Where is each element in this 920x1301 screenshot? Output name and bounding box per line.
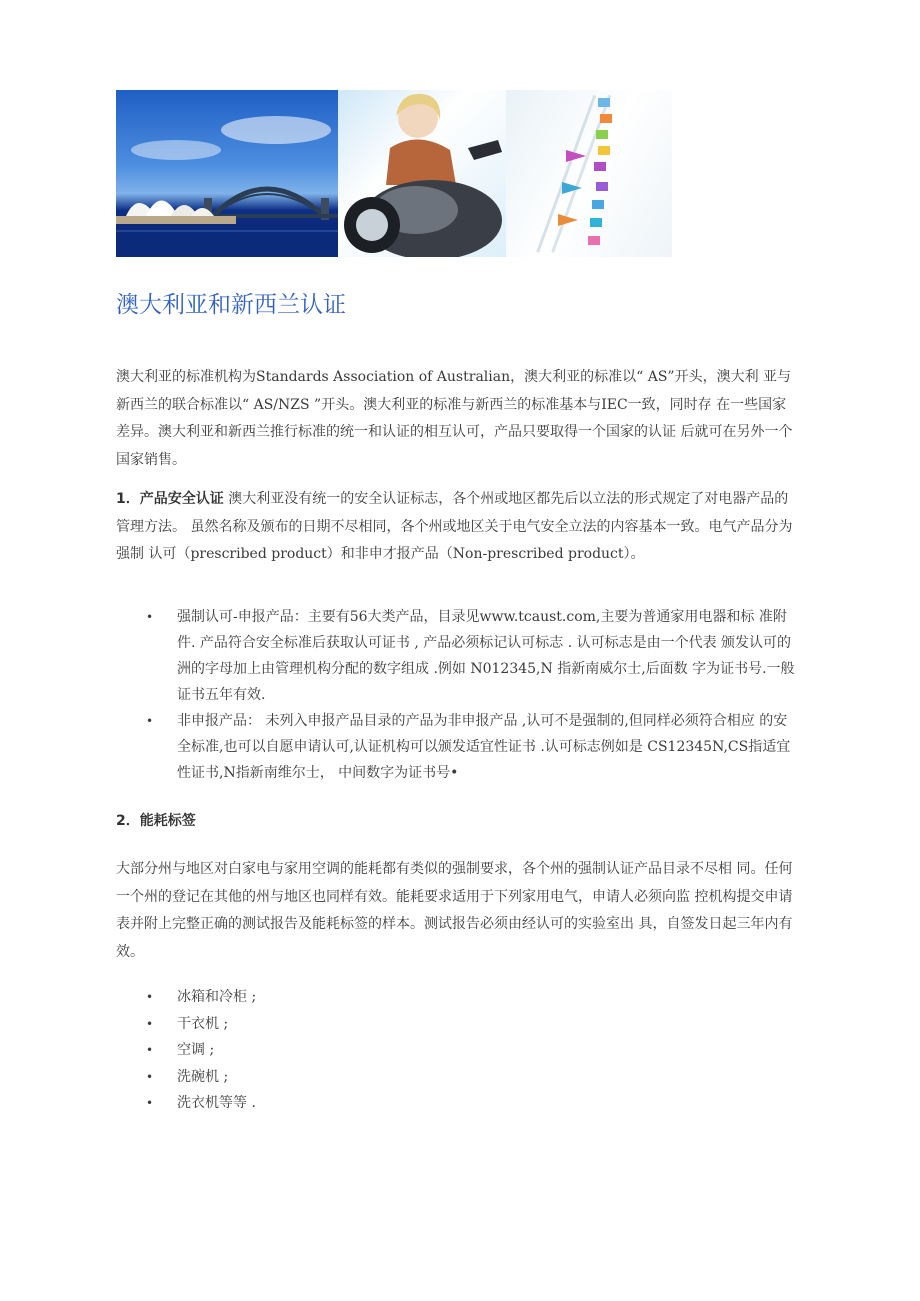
- page-title: 澳大利亚和新西兰认证: [116, 292, 346, 318]
- energy-label-list: [146, 984, 800, 1117]
- list-item: • 冰箱和冷柜 ;: [146, 984, 800, 1011]
- header-banner: [116, 90, 672, 257]
- list-item: • 干衣机 ;: [146, 1011, 800, 1038]
- sydney-opera-house-photo: [116, 90, 338, 257]
- section-2-paragraph: 大部分州与地区对白家电与家用空调的能耗都有类似的强制要求，各个州的强制认证产品目录不尽相 同。任何一个州的登记在其他的州与地区也同样有效。能耗要求适用于下列家用电气，申请人必须向监 控机构提交申请表并附上完整正确的测试报告及能耗标签的样本。测试报告必须由经认可的实验室出 具，自签发日起三年内有效。: [116, 861, 793, 960]
- list-item: • 洗衣机等等 .: [146, 1090, 800, 1117]
- color-tabs-photo: [506, 90, 672, 257]
- list-item: • 洗碗机 ;: [146, 1064, 800, 1091]
- section-1-text: 澳大利亚没有统一的安全认证标志，各个州或地区都先后以立法的形式规定了对电器产品的管理方法。 虽然名称及颁布的日期不尽相同，各个州或地区关于电气安全立法的内容基本一致。电气产品分为强制 认可（prescribed product）和非申才报产品（Non-prescribed product）。: [116, 491, 793, 562]
- section-1-heading: 1．产品安全认证: [116, 491, 224, 507]
- section-2-heading: 2．能耗标签: [116, 813, 196, 829]
- list-item: • 非申报产品： 未列入申报产品目录的产品为非申报产品 ,认可不是强制的,但同样必须符合相应 的安全标准,也可以自愿申请认可,认证机构可以颁发适宜性证书 .认可标志例如是 CS12345N,CS指适宜性证书,N指新南维尔士， 中间数字为证书号•: [146, 708, 800, 786]
- intro-paragraph: 澳大利亚的标准机构为Standards Association of Australian，澳大利亚的标准以“ AS”开头，澳大利 亚与新西兰的联合标准以“ AS/NZS ”开头。澳大利亚的标准与新西兰的标准基本与IEC一致，同时存 在一些国家差异。澳大利亚和新西兰推行标准的统一和认证的相互认可，产品只要取得一个国家的认证 后就可在另外一个国家销售。: [116, 369, 793, 468]
- woman-on-motorcycle-photo: [338, 90, 506, 257]
- section-1-paragraph: [116, 486, 800, 569]
- list-item: • 空调 ;: [146, 1037, 800, 1064]
- safety-cert-list: [146, 604, 800, 786]
- list-item: • 强制认可-申报产品：主要有56大类产品，目录见www.tcaust.com,主要为普通家用电器和标 准附件. 产品符合安全标准后获取认可证书 , 产品必须标记认可标志 . 认可标志是由一个代表 颁发认可的洲的字母加上由管理机构分配的数字组成 .例如 N012345,N 指新南威尔士,后面数 字为证书号.一般证书五年有效.: [146, 604, 800, 708]
